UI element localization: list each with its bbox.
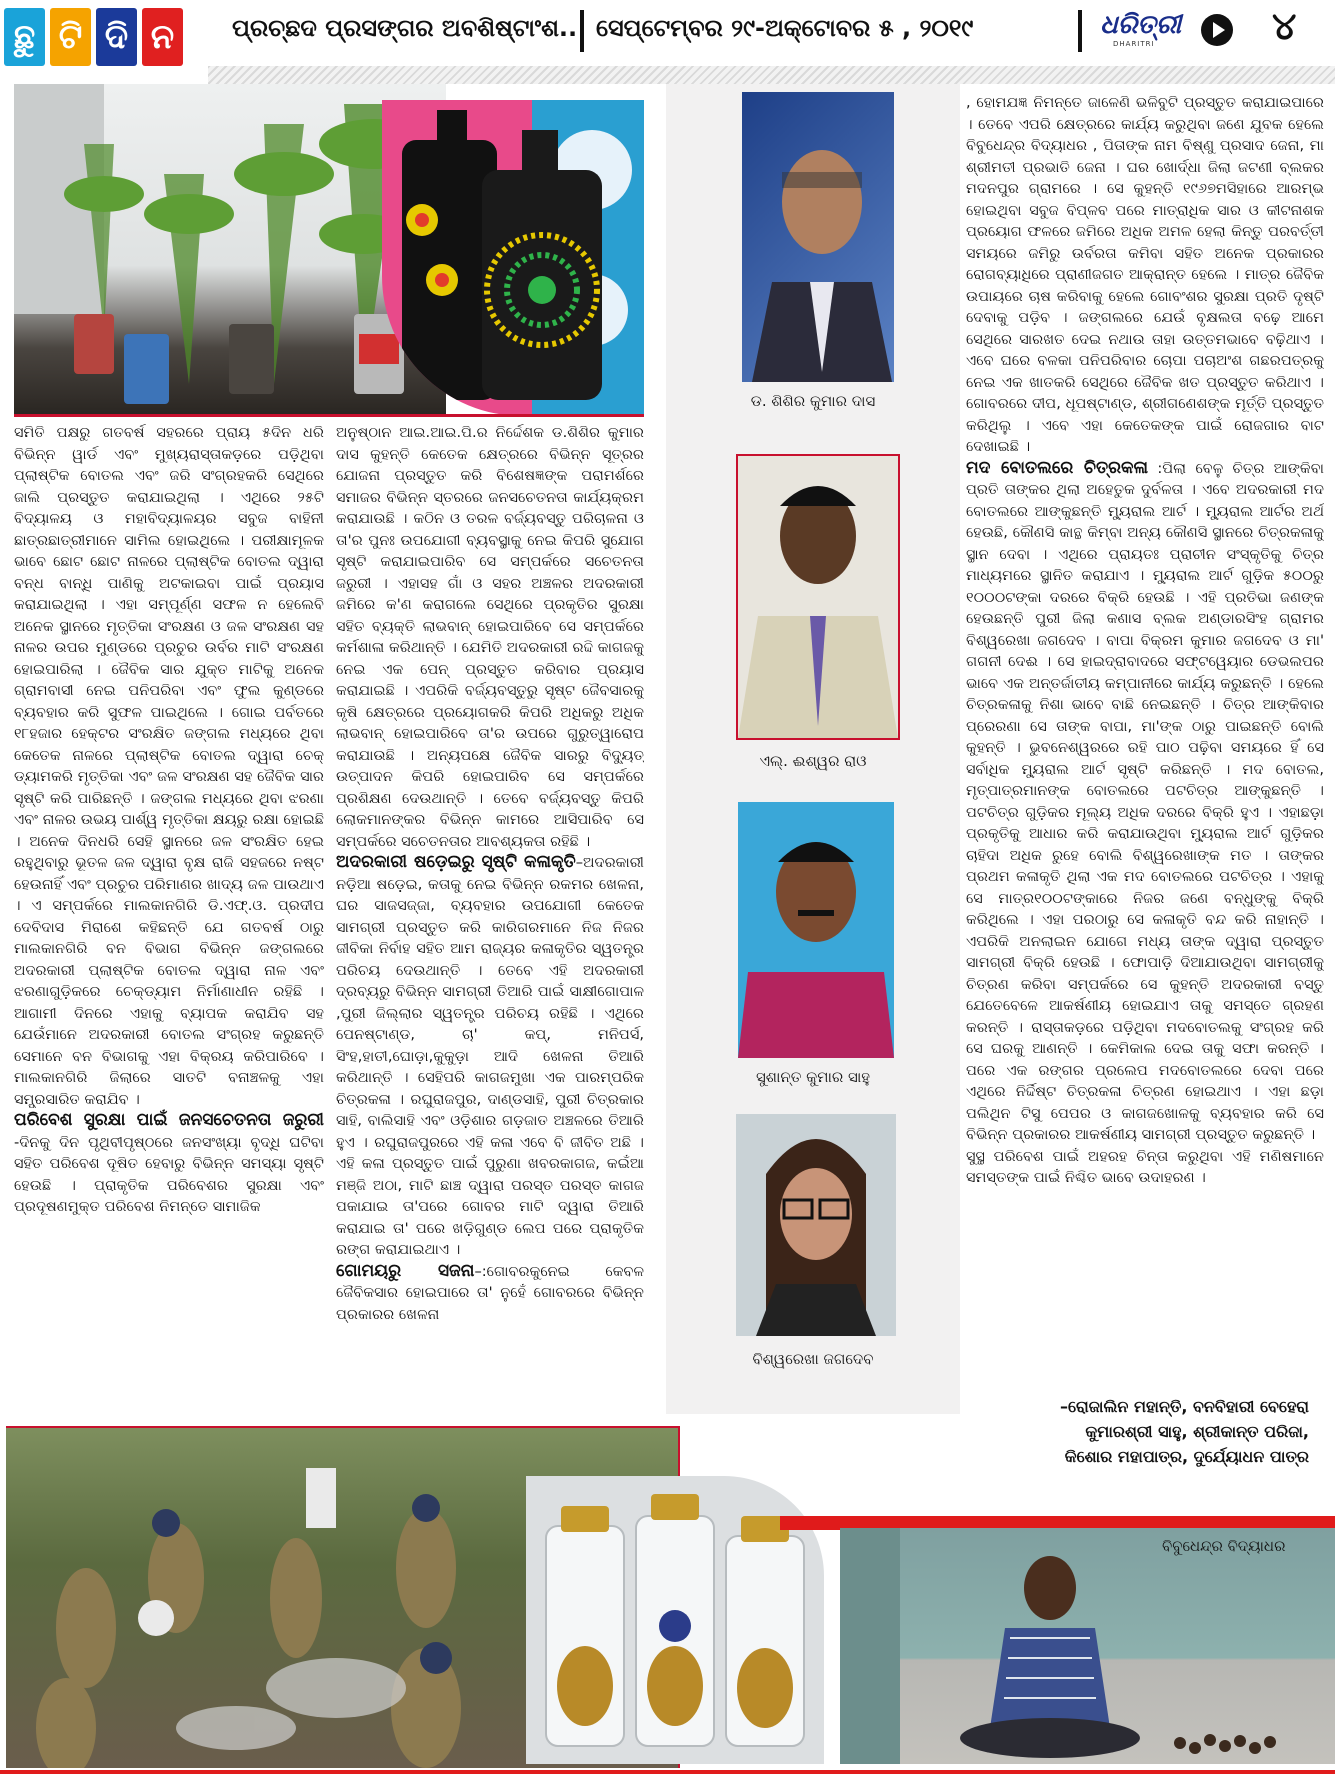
credit-line-2: କୁମାରଶ୍ରୀ ସାହୁ, ଶ୍ରୀକାନ୍ତ ପରିଜା, — [1085, 1422, 1309, 1441]
col2-subheading-1: ଅଦରକାରୀ ଷଡ଼େଇରୁ ସୃଷ୍ଟି କଳାକୃତି — [336, 852, 576, 872]
col2-section-1 — [336, 852, 644, 1261]
col4-body: , ହୋମଯଜ୍ଞ ନିମନ୍ତେ ଜାଳେଣି ଭଳିବୁଟି ପ୍ରସ୍ତୁତ କରାଯାଇପାରେ । ତେବେ ଏପରି କ୍ଷେତ୍ରରେ କାର୍ଯ୍ୟ କରୁଥିବା ଜଣେ ଯୁବକ ହେଲେ ବିବୁଧେନ୍ଦ୍ର ବିଦ୍ୟାଧର , ପିତାଙ୍କ ନାମ ବିଷ୍ଣୁ ପ୍ରସାଦ ଜେନା, ମା ଶ୍ରୀମତୀ ପ୍ରଭାତି ଜେନା । ଘର ଖୋର୍ଦ୍ଧା ଜିଲା ଜଟଣୀ ବ୍ଲକର ମଦନପୁର ଗ୍ରାମରେ । ସେ କୁହନ୍ତି ୧୯୬୭ମସିହାରେ ଆରମ୍ଭ ହୋଇଥିବା ସବୁଜ ବିପ୍ଳବ ପରେ ମାତ୍ରାଧିକ ସାର ଓ କୀଟନାଶକ ପ୍ରୟୋଗ ଫଳରେ ଜମିରେ ଅଧିକ ଅମଳ ହେଲା କିନ୍ତୁ ପରବର୍ତ୍ତୀ ସମୟରେ ଜମିରୁ ଉର୍ବରତା କମିବା ସହିତ ଅନେକ ପ୍ରକାରର ରୋଗବ୍ୟାଧିରେ ପ୍ରାଣୀଜଗତ ଆକ୍ରାନ୍ତ ହେଲେ । ମାତ୍ର ଜୈବିକ ଉପାୟରେ ଚାଷ କରିବାକୁ ହେଲେ ଗୋବଂଶର ସୁରକ୍ଷା ପ୍ରତି ଦୃଷ୍ଟି ଦେବାକୁ ପଡ଼ିବ । ଜଙ୍ଗଲରେ ଯେଉଁ ବୃକ୍ଷଲତା ବଢ଼େ ଆମେ ସେଥିରେ ସାରଖତ ଦେଇ ନଥାଉ ତାହା ଉତ୍ତମଭାବେ ବଢ଼ିଥାଏ । ଏବେ ଘରେ ବଳକା ପନିପରିବାର ଚୋପା ପଚାଅଂଶ ଗଛରପତ୍ରକୁ ନେଇ ଏକ ଖାତକରି ସେଥିରେ ଜୈବିକ ଖତ ପ୍ରସ୍ତୁତ କରିଥାଏ । ଗୋବରରେ ଦୀପ, ଧୂପଷ୍ଟାଣ୍ଡ, ଶ୍ରୀଗଣେଶଙ୍କ ମୂର୍ତ୍ତି ପ୍ରସ୍ତୁତ କରିଥିଲୁ । ଏବେ ଏହା କେତେକଙ୍କ ପାଇଁ ରୋଜଗାର ବାଟ ଦେଖାଇଛି । — [966, 94, 1324, 455]
article-column-1 — [14, 422, 324, 1382]
portrait-photo-4 — [736, 1114, 896, 1336]
header-separator — [580, 10, 584, 52]
col2-mid: –ଅଦରକାରୀ ନଡ଼ିଆ ଷଡ଼େଇ, କତାକୁ ନେଇ ବିଭିନ୍ନ ରକମର ଖେଳନା, ଘର ସାଜସଜ୍ଜା, ବ୍ୟବହାର ଉପଯୋଗୀ କେତେକ ସାମଗ୍ରୀ ପ୍ରସ୍ତୁତ କରି କାରିଗରମାନେ ନିଜ ନିଜର ଜୀବିକା ନିର୍ବାହ ସହିତ ଆମ ରାଜ୍ୟର କଳାକୃତିର ସ୍ୱତନ୍ତ୍ର ପରିଚୟ ଦେଉଥାନ୍ତି । ତେବେ ଏହି ଅଦରକାରୀ ଦ୍ରବ୍ୟରୁ ବିଭିନ୍ନ ସାମଗ୍ରୀ ତିଆରି ପାଇଁ ସାକ୍ଷୀଗୋପାଳ ,ପୁରୀ ଜିଲ୍ଲାର ସ୍ୱତନ୍ତ୍ର ପରିଚୟ ରହିଛି । ଏଥିରେ ପେନଷ୍ଟାଣ୍ଡ, ଚା' କପ୍, ମନିପର୍ସ, ସିଂହ,ହାତୀ,ଘୋଡ଼ା,କୁକୁଡ଼ା ଆଦି ଖେଳନା ତିଆରି କରିଥାନ୍ତି । ସେହିପରି କାଗଜମୁଖା ଏକ ପାରମ୍ପରିକ ଚିତ୍ରକଳା । ରଘୁରାଜପୁର, ଦାଣ୍ଡସାହି, ପୁରୀ ଚିତ୍ରକାର ସାହି, ବାଲିସାହି ଏବଂ ଓଡ଼ିଶାର ଗଡ଼ଜାତ ଅଞ୍ଚଳରେ ତିଆରି ହୁଏ । ରଘୁରାଜପୁରରେ ଏହି କଳା ଏବେ ବି ଜୀବିତ ଅଛି । ଏହି କଳା ପ୍ରସ୍ତୁତ ପାଇଁ ପୁରୁଣା ଖବରକାଗଜ, କଇଁଆ ମଞ୍ଜି ଅଠା, ମାଟି ଛାଞ୍ଚ ଦ୍ୱାରା ପରସ୍ତ ପରସ୍ତ କାଗଜ ପକାଯାଇ ତା'ପରେ ଗୋବର ମାଟି ଦ୍ୱାରା ତିଆରି କରାଯାଇ ତା' ପରେ ଖଡ଼ିଗୁଣ୍ଡ ଲେପ ପରେ ପ୍ରାକୃତିକ ରଙ୍ଗ କରାଯାଇଥାଏ । — [336, 854, 644, 1258]
play-icon — [1201, 14, 1233, 46]
credit-line-3: କିଶୋର ମହାପାତ୍ର, ଦୁର୍ଯ୍ୟୋଧନ ପାତ୍ର — [1064, 1447, 1309, 1466]
portrait-caption-4: ବିଶ୍ୱରେଖା ଜଗଦେବ — [752, 1350, 874, 1368]
portrait-caption-2: ଏଲ୍. ଈଶ୍ୱର ରାଓ — [759, 752, 867, 770]
portrait-photo-3 — [738, 802, 894, 1058]
col4-section — [966, 458, 1324, 1146]
col4-end: ସୁସ୍ଥ ପରିବେଶ ପାଇଁ ଅହରହ ଚିନ୍ତା କରୁଥିବା ଏହି ମଣିଷମାନେ ସମସ୍ତଙ୍କ ପାଇଁ ନିଶ୍ଚିତ ଭାବେ ଉଦାହରଣ । — [966, 1147, 1324, 1186]
photo-bibudhendra — [840, 1528, 1335, 1764]
brand-logo: ଧରିତ୍ରୀ — [1100, 10, 1182, 40]
brand-sub: DHARITRI — [1113, 40, 1155, 48]
header-texture-bar — [208, 66, 1335, 84]
logo-tile-1: ଛୁ — [4, 8, 45, 66]
logo-tile-2: ଟି — [50, 8, 91, 66]
col2-body: ଅନୁଷ୍ଠାନ ଆଇ.ଆଇ.ପି.ର ନିର୍ଦ୍ଦେଶକ ଡ.ଶିଶିର କୁମାର ଦାସ କୁହନ୍ତି କେତେକ କ୍ଷେତ୍ରରେ ବିଭିନ୍ନ ସୂତ୍ରର ଯୋଜନା ପ୍ରସ୍ତୁତ କରି ବିଶେଷଜ୍ଞଙ୍କ ପରାମର୍ଶରେ ସମାଜର ବିଭିନ୍ନ ସ୍ତରରେ ଜନସଚେତନତା କାର୍ଯ୍ୟକ୍ରମ କରାଯାଉଛି । କଠିନ ଓ ତରଳ ବର୍ଜ୍ୟବସ୍ତୁ ପରିଚାଳନା ଓ ତା'ର ପୁନଃ ଉପଯୋଗୀ ବ୍ୟବସ୍ଥାକୁ ନେଇ କିପରି ସୁଯୋଗ ସୃଷ୍ଟି କରାଯାଇପାରିବ ସେ ସମ୍ପର୍କରେ ସଚେତନତା ଜରୁରୀ । ଏହାସହ ଗାଁ ଓ ସହର ଅଞ୍ଚଳର ଅଦରକାରୀ ଜମିରେ କ'ଣ କରାଗଲେ ସେଥିରେ ପ୍ରକୃତିର ସୁରକ୍ଷା ସହିତ ବ୍ୟକ୍ତି ଲାଭବାନ୍ ହୋଇପାରିବେ ସେ ସମ୍ପର୍କରେ କର୍ମଶାଳା କରିଥାନ୍ତି । ଯେମିତି ଅଦରକାରୀ ରଦ୍ଦି କାଗଜକୁ ନେଇ ଏକ ପେନ୍ ପ୍ରସ୍ତୁତ କରିବାର ପ୍ରୟାସ କରାଯାଇଛି । ଏପରିକି ବର୍ଜ୍ୟବସ୍ତୁରୁ ସୃଷ୍ଟ ଜୈବସାରକୁ କୃଷି କ୍ଷେତ୍ରରେ ପ୍ରୟୋଗକରି କିପରି ଅଧିକରୁ ଅଧିକ ଲାଭବାନ୍ ହୋଇପାରିବେ ତା'ର ଉପରେ ଗୁରୁତ୍ୱାରୋପ କରାଯାଉଛି । ଅନ୍ୟପକ୍ଷେ ଜୈବିକ ସାରରୁ ବିଦ୍ୟୁତ୍ ଉତ୍ପାଦନ କିପରି ହୋଇପାରିବ ସେ ସମ୍ପର୍କରେ ପ୍ରଶିକ୍ଷଣ ଦେଉଥାନ୍ତି । ତେବେ ବର୍ଜ୍ୟବସ୍ତୁ କିପରି ଲୋକମାନଙ୍କର ବିଭିନ୍ନ କାମରେ ଆସିପାରିବ ସେ ସମ୍ପର୍କରେ ସଚେତନତାର ଆବଶ୍ୟକତା ରହିଛି । — [336, 424, 644, 850]
caption-bibudhendra: ବିବୁଧେନ୍ଦ୍ର ବିଦ୍ୟାଧର — [1162, 1537, 1286, 1555]
photo-painted-bottles — [382, 100, 644, 416]
issue-date: ସେପ୍ଟେମ୍ବର ୨୯-ଅକ୍ଟୋବର ୫ , ୨୦୧୯ — [596, 14, 974, 42]
portrait-photo-2 — [736, 454, 900, 740]
logo-tile-3: ଦି — [96, 8, 137, 66]
col1-tail: -ଦିନକୁ ଦିନ ପୃଥିବୀପୃଷ୍ଠରେ ଜନସଂଖ୍ୟା ବୃଦ୍ଧି ଘଟିବା ସହିତ ପରିବେଶ ଦୂଷିତ ହେବାରୁ ବିଭିନ୍ନ ସମସ୍ୟା ସୃଷ୍ଟି ହେଉଛି । ପ୍ରାକୃତିକ ପରିବେଶର ସୁରକ୍ଷା ଏବଂ ପ୍ରଦୂଷଣମୁକ୍ତ ପରିବେଶ ନିମନ୍ତେ ସାମାଜିକ — [14, 1133, 324, 1215]
col2-subheading-2: ଗୋମୟରୁ ସଜନା — [336, 1260, 475, 1281]
credit-line-1: –ରୋଜାଲିନ ମହାନ୍ତି, ବନବିହାରୀ ବେହେରା — [1060, 1397, 1309, 1416]
section-title: ପ୍ରଚ୍ଛଦ ପ୍ରସଙ୍ଗର ଅବଶିଷ୍ଟାଂଶ.. — [232, 14, 578, 42]
col1-section — [14, 1110, 324, 1218]
logo-tile-4: ନ — [142, 8, 183, 66]
col2-section-2 — [336, 1261, 644, 1326]
article-column-2 — [336, 422, 644, 1382]
portrait-photo-1 — [742, 92, 894, 382]
footer-rule — [0, 1770, 1335, 1774]
article-column-4 — [966, 92, 1324, 1346]
col1-body: ସମିତି ପକ୍ଷରୁ ଗତବର୍ଷ ସହରରେ ପ୍ରାୟ ୫ଦିନ ଧରି ବିଭିନ୍ନ ୱାର୍ଡ ଏବଂ ମୁଖ୍ୟରାସ୍ତାକଡ଼ରେ ପଡ଼ିଥିବା ପ୍ଲାଷ୍ଟିକ ବୋତଲ ଏବଂ ଜରି ସଂଗ୍ରହକରି ସେଥିରେ ଜାଲି ପ୍ରସ୍ତୁତ କରାଯାଇଥିଲା । ଏଥିରେ ୨୫ଟି ବିଦ୍ୟାଳୟ ଓ ମହାବିଦ୍ୟାଳୟର ସବୁଜ ବାହିନୀ ଛାତ୍ରଛାତ୍ରୀମାନେ ସାମିଲ ହୋଇଥିଲେ । ପରୀକ୍ଷାମୂଳକ ଭାବେ ଛୋଟ ଛୋଟ ନାଳରେ ପ୍ଲାଷ୍ଟିକ ବୋତଲ ଦ୍ୱାରା ବନ୍ଧ ବାନ୍ଧି ପାଣିକୁ ଅଟକାଇବା ପାଇଁ ପ୍ରୟାସ କରାଯାଇଥିଲା । ଏହା ସମ୍ପୂର୍ଣ୍ଣ ସଫଳ ନ ହେଲେବି ଅନେକ ସ୍ଥାନରେ ମୃତ୍ତିକା ସଂରକ୍ଷଣ ଓ ଜଳ ସଂରକ୍ଷଣ ସହ ନାଳର ଉପର ମୁଣ୍ଡରେ ପ୍ରଚୁର ଉର୍ବର ମାଟି ସଂରକ୍ଷଣ ହୋଇପାରିଲା । ଜୈବିକ ସାର ଯୁକ୍ତ ମାଟିକୁ ଅନେକ ଗ୍ରାମବାସୀ ନେଇ ପନିପରିବା ଏବଂ ଫୁଲ କୁଣ୍ଡରେ ବ୍ୟବହାର କରି ସୁଫଳ ପାଇଥିଲେ । ଗୋଇ ପର୍ବତରେ ୧୮ହଜାର ହେକ୍ଟର ସଂରକ୍ଷିତ ଜଙ୍ଗଲ ମଧ୍ୟରେ ଥିବା କେତେକ ନାଳରେ ପ୍ଲାଷ୍ଟିକ ବୋତଲ ଦ୍ୱାରା ଚେକ୍ ଡ୍ୟାମକରି ମୃତ୍ତିକା ଏବଂ ଜଳ ସଂରକ୍ଷଣ ସହ ଜୈବିକ ସାର ସୃଷ୍ଟି କରି ପାରିଛନ୍ତି । ଜଙ୍ଗଲ ମଧ୍ୟରେ ଥିବା ଝରଣା ଏବଂ ନାଳର ଉଭୟ ପାର୍ଶ୍ୱ ମୃତ୍ତିକା କ୍ଷୟରୁ ରକ୍ଷା ହୋଇଛି । ଅନେକ ଦିନଧରି ସେହି ସ୍ଥାନରେ ଜଳ ସଂରକ୍ଷିତ ହେଇ ରହୁଥିବାରୁ ଭୂତଳ ଜଳ ଦ୍ୱାରା ବୃକ୍ଷ ରାଜି ସହଜରେ ନଷ୍ଟ ହେଉନାହିଁ ଏବଂ ପ୍ରଚୁର ପରିମାଣର ଖାଦ୍ୟ ଜଳ ପାଉଥାଏ । ଏ ସମ୍ପର୍କରେ ମାଲକାନଗିରି ଡି.ଏଫ୍.ଓ. ପ୍ରଦୀପ ଦେବିଦାସ ମିରାଶେ କହିଛନ୍ତି ଯେ ଗତବର୍ଷ ଠାରୁ ମାଲକାନଗିରି ବନ ବିଭାଗ ବିଭିନ୍ନ ଜଙ୍ଗଲରେ ଅଦରକାରୀ ପ୍ଲାଷ୍ଟିକ ବୋତଲ ଦ୍ୱାରା ନାଳ ଏବଂ ଝରଣାଗୁଡ଼ିକରେ ଚେକ୍ଡ୍ୟାମ ନିର୍ମାଣାଧୀନ ରହିଛି । ଆଗାମୀ ଦିନରେ ଏହାକୁ ବ୍ୟାପକ କରାଯିବ ସହ ଯେଉଁମାନେ ଅଦରକାରୀ ବୋତଲ ସଂଗ୍ରହ କରୁଛନ୍ତି ସେମାନେ ବନ ବିଭାଗକୁ ଏହା ବିକ୍ରୟ କରିପାରିବେ । ମାଲକାନଗିରି ଜିଲାରେ ସାତଟି ବନାଞ୍ଚଳକୁ ଏହା ସମ୍ପ୍ରସାରିତ କରାଯିବ । — [14, 424, 324, 1108]
portrait-caption-1: ଡ. ଶିଶିର କୁମାର ଦାସ — [750, 392, 876, 410]
col1-subheading: ପରିବେଶ ସୁରକ୍ଷା ପାଇଁ ଜନସଚେତନତା ଜରୁରୀ — [14, 1110, 324, 1130]
header-separator-2 — [1078, 10, 1082, 52]
portrait-caption-3: ସୁଶାନ୍ତ କୁମାର ସାହୁ — [756, 1068, 870, 1086]
portrait-column — [666, 84, 960, 1414]
article-credits — [1060, 1394, 1309, 1469]
page-number: ୪ — [1272, 4, 1297, 48]
top-photo-rule — [382, 414, 644, 417]
col4-subheading: ମଦ ବୋତଲରେ ଚିତ୍ରକଳା — [966, 457, 1148, 478]
col4-tail: :ପିଲା ବେଳୁ ଚିତ୍ର ଆଙ୍କିବା ପ୍ରତି ତାଙ୍କର ଥିଲା ଅହେତୁକ ଦୁର୍ବଳତା । ଏବେ ଅଦରକାରୀ ମଦ ବୋତଲରେ ଆଙ୍କୁଛନ୍ତି ମ୍ୟୁରାଲ ଆର୍ଟ । ମ୍ୟୁରାଲ ଆର୍ଟର ଅର୍ଥ ହେଉଛି, କୌଣସି କାନ୍ଥ କିମ୍ବା ଅନ୍ୟ କୌଣସି ସ୍ଥାନରେ ଚିତ୍ରକଳାକୁ ସ୍ଥାନ ଦେବା । ଏଥିରେ ପ୍ରାୟତଃ ପ୍ରାଚୀନ ସଂସ୍କୃତିକୁ ଚିତ୍ର ମାଧ୍ୟମରେ ସ୍ଥାନିତ କରାଯାଏ । ମ୍ୟୁରାଲ ଆର୍ଟ ଗୁଡ଼ିକ ୫୦୦ରୁ ୧୦୦୦ଟଙ୍କା ଦରରେ ବିକ୍ରି ହେଉଛି । ଏହି ପ୍ରତିଭା ଜଣଙ୍କ ହେଉଛନ୍ତି ପୁରୀ ଜିଲା କଣାସ ବ୍ଲକ ଅଣ୍ଡାରସିଂହ ଗ୍ରାମର ବିଶ୍ୱରେଖା ଜଗଦେବ । ବାପା ବିକ୍ରମ କୁମାର ଜଗଦେବ ଓ ମା' ଗଗନୀ ଦେଈ । ସେ ହାଇଦ୍ରାବାଦରେ ସଫ୍ଟୱେୟାର ଡେଭଲପର ଭାବେ ଏକ ଅନ୍ତର୍ଜାତୀୟ କମ୍ପାନୀରେ କାର୍ଯ୍ୟ କରୁଛନ୍ତି । ହେଲେ ଚିତ୍ରକଳାକୁ ନିଶା ଭାବେ ବାଛି ନେଇଛନ୍ତି । ଚିତ୍ର ଆଙ୍କିବାର ପ୍ରେରଣା ସେ ତାଙ୍କ ବାପା, ମା'ଙ୍କ ଠାରୁ ପାଇଛନ୍ତି ବୋଲି କୁହନ୍ତି । ଭୁବନେଶ୍ୱରରେ ରହି ପାଠ ପଢ଼ିବା ସମୟରେ ହିଁ ସେ ସର୍ବାଧିକ ମ୍ୟୁରାଲ ଆର୍ଟ ସୃଷ୍ଟି କରିଛନ୍ତି । ମଦ ବୋତଲ, ମୃତ୍ପାତ୍ରମାନଙ୍କ ବୋତଲରେ ପଟଚିତ୍ର ଆଙ୍କୁଛନ୍ତି । ପଟଚିତ୍ର ଗୁଡ଼ିକର ମୂଲ୍ୟ ଅଧିକ ଦରରେ ବିକ୍ରି ହୁଏ । ଏହାଛଡ଼ା ପ୍ରକୃତିକୁ ଆଧାର କରି କରାଯାଉଥିବା ମ୍ୟୁରାଲ ଆର୍ଟ ଗୁଡ଼ିକର ଚାହିଦା ଅଧିକ ରୁହେ ବୋଲି ବିଶ୍ୱରେଖାଙ୍କ ମତ । ତାଙ୍କର ପ୍ରଥମ କଳାକୃତି ଥିଲା ଏକ ମଦ ବୋତଲରେ ପଟଚିତ୍ର । ଏହାକୁ ସେ ମାତ୍ର୧୦୦ଟଙ୍କାରେ ନିଜର ଜଣେ ବନ୍ଧୁଙ୍କୁ ବିକ୍ରି କରିଥିଲେ । ଏହା ପରଠାରୁ ସେ କଳାକୃତି ବନ୍ଦ କରି ନାହାନ୍ତି । ଏପରିକି ଅନଲାଇନ ଯୋଗେ ମଧ୍ୟ ତାଙ୍କ ଦ୍ୱାରା ପ୍ରସ୍ତୁତ ସାମଗ୍ରୀ ବିକ୍ରି ହେଉଛି । ଫୋପାଡ଼ି ଦିଆଯାଉଥିବା ସାମଗ୍ରୀକୁ ଚିତ୍ରଣ କରିବା ସମ୍ପର୍କରେ ସେ କୁହନ୍ତି ଅଦରକାରୀ ବସ୍ତୁ ଯେତେବେଳେ ଆକର୍ଷଣୀୟ ହୋଇଯାଏ ତାକୁ ସମସ୍ତେ ଗ୍ରହଣ କରନ୍ତି । ରାସ୍ତାକଡ଼ରେ ପଡ଼ିଥିବା ମଦବୋତଲକୁ ସଂଗ୍ରହ କରି ସେ ଘରକୁ ଆଣନ୍ତି । କେମିକାଲ ଦେଇ ତାକୁ ସଫା କରନ୍ତି । ପରେ ଏକ ରଙ୍ଗର ପ୍ରଲେପ ମଦବୋତଲରେ ଦେବା ପରେ ଏଥିରେ ନିର୍ଦ୍ଦିଷ୍ଟ ଚିତ୍ରକଳା ଚିତ୍ରଣ ହୋଇଥାଏ । ଏହା ଛଡ଼ା ପଲିଥିନ ଟିସୁ ପେପର ଓ କାଗଜଖୋଳକୁ ବ୍ୟବହାର କରି ସେ ବିଭିନ୍ନ ପ୍ରକାରର ଆକର୍ଷଣୀୟ ସାମଗ୍ରୀ ପ୍ରସ୍ତୁତ କରୁଛନ୍ତି । — [966, 459, 1324, 1143]
col2-tail: –:ଗୋବରକୁନେଇ କେବଳ ଜୈବିକସାର ହୋଇପାରେ ତା' ନୁହେଁ ଗୋବରରେ ବିଭିନ୍ନ ପ୍ରକାରର ଖେଳନା — [336, 1262, 644, 1323]
